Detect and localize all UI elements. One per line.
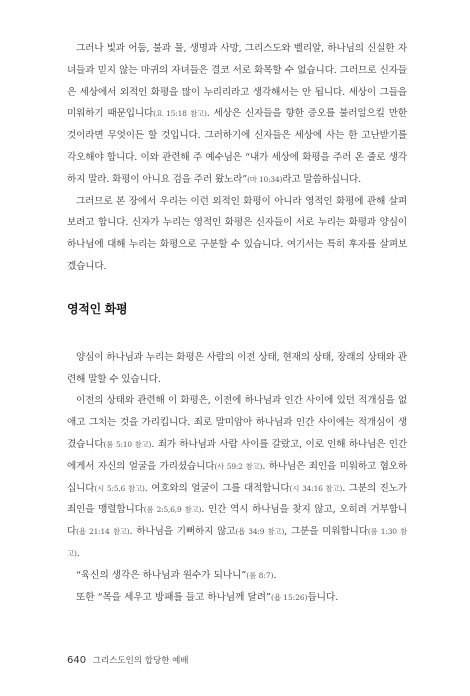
page-footer: [67, 654, 189, 666]
text-run: . 죄가 하나님과 사람 사이를 갈랐고, 이로 인해 하나님은 인간에게서 자신의 얼굴을 가리셨습니다: [67, 438, 407, 472]
running-title: 그리스도인의 합당한 예배: [92, 656, 189, 666]
text-run: 그러나 빛과 어둠, 불과 물, 생명과 사망, 그리스도와 벨리알, 하나님의 신실한 자녀들과 믿지 않는 마귀의 자녀들은 결코 서로 화목할 수 없습니다. 그러므로 신자들은 세상에서 외적인 화평을 많이 누리리라고 생각해서는 안 됩니다. 세상이 그들을 미워하기 때문입니다: [67, 43, 407, 120]
text-run: 듭니다.: [307, 591, 339, 603]
text-run: , 그분을 미워합니다: [284, 526, 368, 538]
text-run: . 여호와의 얼굴이 그를 대적합니다: [144, 482, 290, 494]
scripture-reference: (요 15:18 참고): [153, 109, 207, 119]
scripture-reference: (욥 15:26): [270, 592, 308, 602]
scripture-reference: (시 5:5,6 참고): [94, 483, 145, 493]
scripture-reference: (롬 8:7): [246, 570, 274, 580]
text-run: . 하나님을 기뻐하지 않고: [129, 526, 236, 538]
scripture-reference: (롬 2:5,6,9 참고): [143, 505, 202, 515]
paragraph-4: [67, 390, 407, 564]
text-run: “육신의 생각은 하나님과 원수가 되나니”: [76, 569, 247, 581]
text-run: .: [76, 547, 80, 559]
text-run: 이전의 상태와 관련해 이 화평은, 이전에 하나님과 인간 사이에 있던 적개심을 없애고 그치는 것을 가리킵니다. 죄로 말미암아 하나님과 인간 사이에는 적개심이 생겼습니다: [67, 395, 407, 450]
text-run: 라고 말씀하십니다.: [282, 173, 362, 185]
scripture-reference: (롬 5:10 참고): [103, 439, 152, 449]
paragraph-2: 그러므로 본 장에서 우리는 이런 외적인 화평이 아니라 영적인 화평에 관해 살펴보려고 합니다. 신자가 누리는 영적인 화평은 신자들이 서로 누리는 화평과 양심이 하나님에 대해 누리는 화평으로 구분할 수 있습니다. 여기서는 특히 후자를 살펴보겠습니다.: [67, 195, 407, 272]
scripture-reference: (욥 34:9 참고): [235, 527, 285, 537]
text-run: . 하나님은 죄인을 미워하고 혐오하십니다: [67, 460, 407, 494]
paragraph-3: 양심이 하나님과 누리는 화평은 사람의 이전 상태, 현재의 상태, 장래의 상태와 관련해 말할 수 있습니다.: [67, 351, 407, 385]
scripture-reference: (욥 21:14 참고): [76, 527, 130, 537]
scripture-reference: (사 59:2 참고): [214, 461, 263, 471]
text-run: . 세상은 신자들을 향한 증오를 불러일으킬 만한 것이라면 무엇이든 할 것입니다. 그러하기에 신자들은 세상에 사는 한 고난받기를 각오해야 합니다. 이와 관련해 주 예수님은 “내가 세상에 화평을 주러 온 줄로 생각하지 말라. 화평이 아니요 검을 주러 왔노라”: [67, 108, 408, 185]
text-run: 또한 “목을 세우고 방패를 들고 하나님께 달려”: [76, 591, 271, 603]
page-body: [67, 38, 407, 608]
page-number: 640: [67, 655, 87, 666]
scripture-reference: (마 10:34): [247, 174, 283, 184]
text-run: . 인간 역시 하나님을 찾지 않고, 오히려 거부합니다: [67, 504, 407, 538]
section-heading: 영적인 화평: [67, 301, 128, 316]
scripture-reference: (시 34:16 참고): [289, 483, 343, 493]
scripture-reference: (롬 1:30 참고): [67, 527, 408, 558]
text-run: . 그분의 진노가 죄인을 맹렬합니다: [67, 482, 408, 516]
text-run: .: [273, 569, 277, 581]
quote-line-1: [67, 565, 407, 587]
quote-line-2: [67, 587, 407, 609]
paragraph-1: [67, 38, 407, 191]
